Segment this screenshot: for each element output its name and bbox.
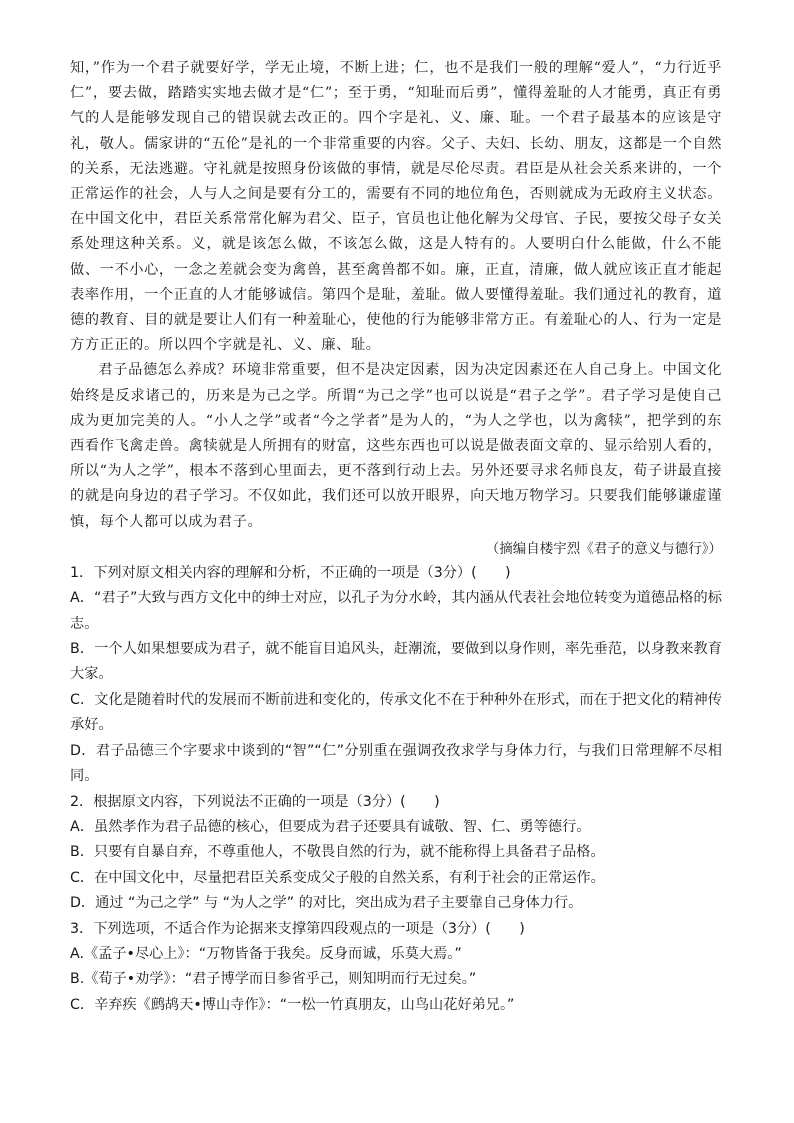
question-stem: 3．下列选项，不适合作为论据来支撑第四段观点的一项是（3分）( ) [70,920,525,937]
passage-paragraph: 君子品德怎么养成？环境非常重要，但不是决定因素，因为决定因素还在人自己身上。中国文化始终是反求诸己的，历来是为己之学。所谓“为己之学”也可以说是“君子之学”。君子学习是使自己成为更加完美的人。“小人之学”或者“今之学者”是为人的，“为人之学也，以为禽犊”，把学到的东西看作飞禽走兽。禽犊就是人所拥有的财富，这些东西也可以说是做表面文章的、显示给别人看的，所以“为人之学”，根本不落到心里面去，更不落到行动上去。另外还要寻求名师良友，荀子讲最直接的就是向身边的君子学习。不仅如此，我们还可以放开眼界，向天地万物学习。只要我们能够谦虚谨慎，每个人都可以成为君子。 [70,362,722,530]
question-stem: 2．根据原文内容，下列说法不正确的一项是（3分）( ) [70,793,440,810]
question-stem: 1．下列对原文相关内容的理解和分析，不正确的一项是（3分）( ) [70,564,511,581]
option-a: A．“君子”大致与西方文化中的绅士对应，以孔子为分水岭，其内涵从代表社会地位转变为道德品格的标志。 [70,590,722,632]
option-a: A．虽然孝作为君子品德的核心，但要成为君子还要具有诚敬、智、仁、勇等德行。 [70,818,591,835]
question-2 [70,790,722,917]
exam-page [70,56,722,1018]
question-list [70,561,722,1018]
option-c: C．文化是随着时代的发展而不断前进和变化的，传承文化不在于种种外在形式，而在于把文化的精神传承好。 [70,691,722,734]
option-c: C．辛弃疾《鹧鸪天•博山寺作》：“一松一竹真朋友，山鸟山花好弟兄。” [70,996,515,1013]
option-c: C．在中国文化中，尽量把君臣关系变成父子般的自然关系，有利于社会的正常运作。 [70,869,605,886]
passage-source: （摘编自楼宇烈《君子的意义与德行》） [485,540,722,557]
option-b: B．只要有自暴自弃，不尊重他人，不敬畏自然的行为，就不能称得上具备君子品格。 [70,844,605,861]
option-b: B．一个人如果想要成为君子，就不能盲目追风头，赶潮流，要做到以身作则，率先垂范，以身教来教育大家。 [70,641,722,683]
question-1 [70,561,722,790]
passage-paragraph: 知，”作为一个君子就要好学，学无止境，不断上进；仁，也不是我们一般的理解“爱人”，“力行近乎仁”，要去做，踏踏实实地去做才是“仁”；至于勇，“知耻而后勇”，懂得羞耻的人才能勇，真正有勇气的人是能够发现自己的错误就去改正的。四个字是礼、义、廉、耻。一个君子最基本的应该是守礼，敬人。儒家讲的“五伦”是礼的一个非常重要的内容。父子、夫妇、长幼、朋友，这都是一个自然的关系，无法逃避。守礼就是按照身份该做的事情，就是尽伦尽责。君臣是从社会关系来讲的，一个正常运作的社会，人与人之间是要有分工的，需要有不同的地位角色，否则就成为无政府主义状态。在中国文化中，君臣关系常常化解为君父、臣子，官员也让他化解为父母官、子民，要按父母子女关系处理这种关系。义，就是该怎么做，不该怎么做，这是人特有的。人要明白什么能做，什么不能做、一不小心，一念之差就会变为禽兽，甚至禽兽都不如。廉，正直，清廉，做人就应该正直才能起表率作用，一个正直的人才能够诚信。第四个是耻，羞耻。做人要懂得羞耻。我们通过礼的教育，道德的教育、目的就是要让人们有一种羞耻心，使他的行为能够非常方正。有羞耻心的人、行为一定是方方正正的。所以四个字就是礼、义、廉、耻。 [70,60,722,354]
option-a: A.《孟子•尽心上》：“万物皆备于我矣。反身而诚，乐莫大焉。” [70,945,462,962]
reading-passage [70,56,722,535]
option-d: D．君子品德三个字要求中谈到的“智”“仁”分别重在强调孜孜求学与身体力行，与我们日常理解不尽相同。 [70,742,722,785]
question-3 [70,917,722,1019]
option-b: B.《荀子•劝学》：“君子博学而日参省乎己，则知明而行无过矣。” [70,971,477,988]
option-d: D．通过 “为己之学” 与 “为人之学” 的对比，突出成为君子主要靠自己身体力行。 [70,895,583,912]
